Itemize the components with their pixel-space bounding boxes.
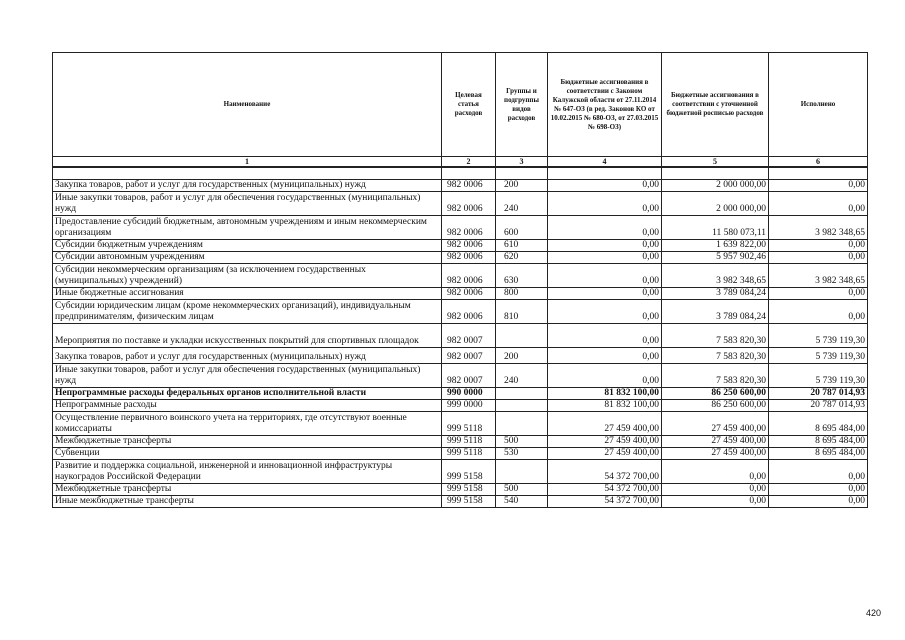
row-approved-amount: 0,00 (548, 180, 662, 192)
table-row (53, 216, 868, 240)
row-approved-amount: 81 832 100,00 (548, 400, 662, 412)
row-name: Осуществление первичного воинского учета на территориях, где отсутствуют военные комиссариаты (53, 412, 442, 436)
row-executed-amount: 8 695 484,00 (769, 448, 868, 460)
row-name: Предоставление субсидий бюджетным, автономным учреждениям и иным некоммерческим организациям (53, 216, 442, 240)
row-executed-amount: 0,00 (769, 460, 868, 484)
row-approved-amount: 27 459 400,00 (548, 412, 662, 436)
header-approved-allocations: Бюджетные ассигнования в соответствии с Законом Калужской области от 27.11.2014 № 647-ОЗ (в ред. Законов КО от 10.02.2015 № 680-ОЗ, от 27.03.2015 № 698-ОЗ) (548, 53, 662, 157)
row-name: Межбюджетные трансферты (53, 436, 442, 448)
row-expense-group: 800 (496, 288, 548, 300)
row-expense-group (496, 460, 548, 484)
row-executed-amount: 0,00 (769, 300, 868, 324)
row-approved-amount: 0,00 (548, 264, 662, 288)
row-target-article: 982 0007 (442, 348, 496, 364)
table-row (53, 460, 868, 484)
row-approved-amount: 0,00 (548, 252, 662, 264)
row-expense-group: 630 (496, 264, 548, 288)
row-name: Субсидии бюджетным учреждениям (53, 240, 442, 252)
table-row (53, 180, 868, 192)
row-expense-group: 500 (496, 484, 548, 496)
row-target-article: 982 0006 (442, 252, 496, 264)
row-target-article: 982 0006 (442, 180, 496, 192)
row-approved-amount: 0,00 (548, 300, 662, 324)
row-expense-group (496, 412, 548, 436)
row-target-article: 982 0007 (442, 324, 496, 348)
row-executed-amount: 0,00 (769, 484, 868, 496)
row-target-article: 999 0000 (442, 400, 496, 412)
row-expense-group (496, 400, 548, 412)
row-name: Иные закупки товаров, работ и услуг для обеспечения государственных (муниципальных) нужд (53, 364, 442, 388)
row-target-article: 999 5158 (442, 460, 496, 484)
row-target-article: 982 0006 (442, 288, 496, 300)
row-name: Субвенции (53, 448, 442, 460)
row-refined-amount: 27 459 400,00 (662, 448, 769, 460)
row-executed-amount: 3 982 348,65 (769, 216, 868, 240)
spacer-row (53, 167, 868, 180)
table-row (53, 324, 868, 348)
column-number: 5 (662, 157, 769, 168)
table-row (53, 412, 868, 436)
row-target-article: 982 0006 (442, 300, 496, 324)
table-row (53, 364, 868, 388)
header-name: Наименование (53, 53, 442, 157)
row-name: Непрограммные расходы федеральных органов исполнительной власти (53, 388, 442, 400)
header-expense-groups: Группы и подгруппы видов расходов (496, 53, 548, 157)
budget-table (52, 52, 868, 508)
row-target-article: 982 0006 (442, 192, 496, 216)
row-refined-amount: 5 957 902,46 (662, 252, 769, 264)
row-executed-amount: 5 739 119,30 (769, 324, 868, 348)
row-refined-amount: 0,00 (662, 460, 769, 484)
row-executed-amount: 0,00 (769, 180, 868, 192)
row-refined-amount: 3 789 084,24 (662, 288, 769, 300)
row-expense-group: 540 (496, 496, 548, 508)
row-approved-amount: 0,00 (548, 348, 662, 364)
row-name: Иные закупки товаров, работ и услуг для обеспечения государственных (муниципальных) нужд (53, 192, 442, 216)
row-executed-amount: 3 982 348,65 (769, 264, 868, 288)
table-row (53, 400, 868, 412)
row-refined-amount: 1 639 822,00 (662, 240, 769, 252)
row-target-article: 982 0006 (442, 216, 496, 240)
row-target-article: 982 0007 (442, 364, 496, 388)
header-executed: Исполнено (769, 53, 868, 157)
row-executed-amount: 20 787 014,93 (769, 388, 868, 400)
table-row (53, 288, 868, 300)
row-refined-amount: 7 583 820,30 (662, 324, 769, 348)
row-executed-amount: 8 695 484,00 (769, 436, 868, 448)
table-row (53, 484, 868, 496)
row-approved-amount: 0,00 (548, 324, 662, 348)
row-expense-group: 240 (496, 364, 548, 388)
table-row (53, 348, 868, 364)
row-expense-group (496, 324, 548, 348)
column-number: 1 (53, 157, 442, 168)
row-target-article: 982 0006 (442, 264, 496, 288)
row-refined-amount: 2 000 000,00 (662, 192, 769, 216)
row-expense-group: 620 (496, 252, 548, 264)
column-number: 6 (769, 157, 868, 168)
row-refined-amount: 3 982 348,65 (662, 264, 769, 288)
row-name: Закупка товаров, работ и услуг для государственных (муниципальных) нужд (53, 180, 442, 192)
row-expense-group: 500 (496, 436, 548, 448)
row-expense-group: 810 (496, 300, 548, 324)
row-executed-amount: 0,00 (769, 240, 868, 252)
row-expense-group: 530 (496, 448, 548, 460)
row-name: Субсидии автономным учреждениям (53, 252, 442, 264)
row-target-article: 999 5118 (442, 436, 496, 448)
row-expense-group: 200 (496, 180, 548, 192)
row-expense-group: 610 (496, 240, 548, 252)
table-row (53, 264, 868, 288)
column-number: 4 (548, 157, 662, 168)
column-number: 3 (496, 157, 548, 168)
row-refined-amount: 2 000 000,00 (662, 180, 769, 192)
row-name: Иные межбюджетные трансферты (53, 496, 442, 508)
row-expense-group: 240 (496, 192, 548, 216)
row-approved-amount: 0,00 (548, 364, 662, 388)
row-name: Закупка товаров, работ и услуг для государственных (муниципальных) нужд (53, 348, 442, 364)
row-refined-amount: 7 583 820,30 (662, 364, 769, 388)
row-target-article: 990 0000 (442, 388, 496, 400)
row-refined-amount: 11 580 073,11 (662, 216, 769, 240)
row-target-article: 999 5158 (442, 496, 496, 508)
row-refined-amount: 86 250 600,00 (662, 388, 769, 400)
row-executed-amount: 5 739 119,30 (769, 364, 868, 388)
table-row (53, 496, 868, 508)
table-row (53, 436, 868, 448)
table-body (53, 167, 868, 508)
row-refined-amount: 3 789 084,24 (662, 300, 769, 324)
row-name: Иные бюджетные ассигнования (53, 288, 442, 300)
table-row (53, 388, 868, 400)
row-approved-amount: 0,00 (548, 192, 662, 216)
header-target-article: Целевая статья расходов (442, 53, 496, 157)
row-target-article: 999 5118 (442, 448, 496, 460)
row-name: Развитие и поддержка социальной, инженерной и инновационной инфраструктуры наукоградов Российской Федерации (53, 460, 442, 484)
row-refined-amount: 27 459 400,00 (662, 412, 769, 436)
row-executed-amount: 20 787 014,93 (769, 400, 868, 412)
row-expense-group (496, 388, 548, 400)
column-number: 2 (442, 157, 496, 168)
row-approved-amount: 54 372 700,00 (548, 484, 662, 496)
table-row (53, 252, 868, 264)
row-refined-amount: 27 459 400,00 (662, 436, 769, 448)
row-approved-amount: 54 372 700,00 (548, 496, 662, 508)
header-refined-allocations: Бюджетные ассигнования в соответствии с уточненной бюджетной росписью расходов (662, 53, 769, 157)
row-refined-amount: 0,00 (662, 496, 769, 508)
row-approved-amount: 27 459 400,00 (548, 436, 662, 448)
row-name: Субсидии некоммерческим организациям (за исключением государственных (муниципальных) учреждений) (53, 264, 442, 288)
page-number: 420 (865, 608, 881, 618)
table-row (53, 300, 868, 324)
row-approved-amount: 81 832 100,00 (548, 388, 662, 400)
row-executed-amount: 0,00 (769, 496, 868, 508)
row-executed-amount: 5 739 119,30 (769, 348, 868, 364)
row-expense-group: 600 (496, 216, 548, 240)
row-approved-amount: 54 372 700,00 (548, 460, 662, 484)
row-approved-amount: 0,00 (548, 288, 662, 300)
row-executed-amount: 0,00 (769, 252, 868, 264)
row-approved-amount: 0,00 (548, 216, 662, 240)
row-approved-amount: 27 459 400,00 (548, 448, 662, 460)
row-name: Мероприятия по поставке и укладки искусственных покрытий для спортивных площадок (53, 324, 442, 348)
row-refined-amount: 86 250 600,00 (662, 400, 769, 412)
row-target-article: 999 5158 (442, 484, 496, 496)
row-target-article: 982 0006 (442, 240, 496, 252)
row-refined-amount: 0,00 (662, 484, 769, 496)
row-approved-amount: 0,00 (548, 240, 662, 252)
row-target-article: 999 5118 (442, 412, 496, 436)
row-executed-amount: 0,00 (769, 288, 868, 300)
table-row (53, 192, 868, 216)
row-name: Межбюджетные трансферты (53, 484, 442, 496)
table-row (53, 448, 868, 460)
row-executed-amount: 0,00 (769, 192, 868, 216)
table-header (53, 53, 868, 168)
row-expense-group: 200 (496, 348, 548, 364)
row-name: Субсидии юридическим лицам (кроме некоммерческих организаций), индивидуальным предпринимателям, физическим лицам (53, 300, 442, 324)
row-refined-amount: 7 583 820,30 (662, 348, 769, 364)
table-row (53, 240, 868, 252)
row-executed-amount: 8 695 484,00 (769, 412, 868, 436)
row-name: Непрограммные расходы (53, 400, 442, 412)
